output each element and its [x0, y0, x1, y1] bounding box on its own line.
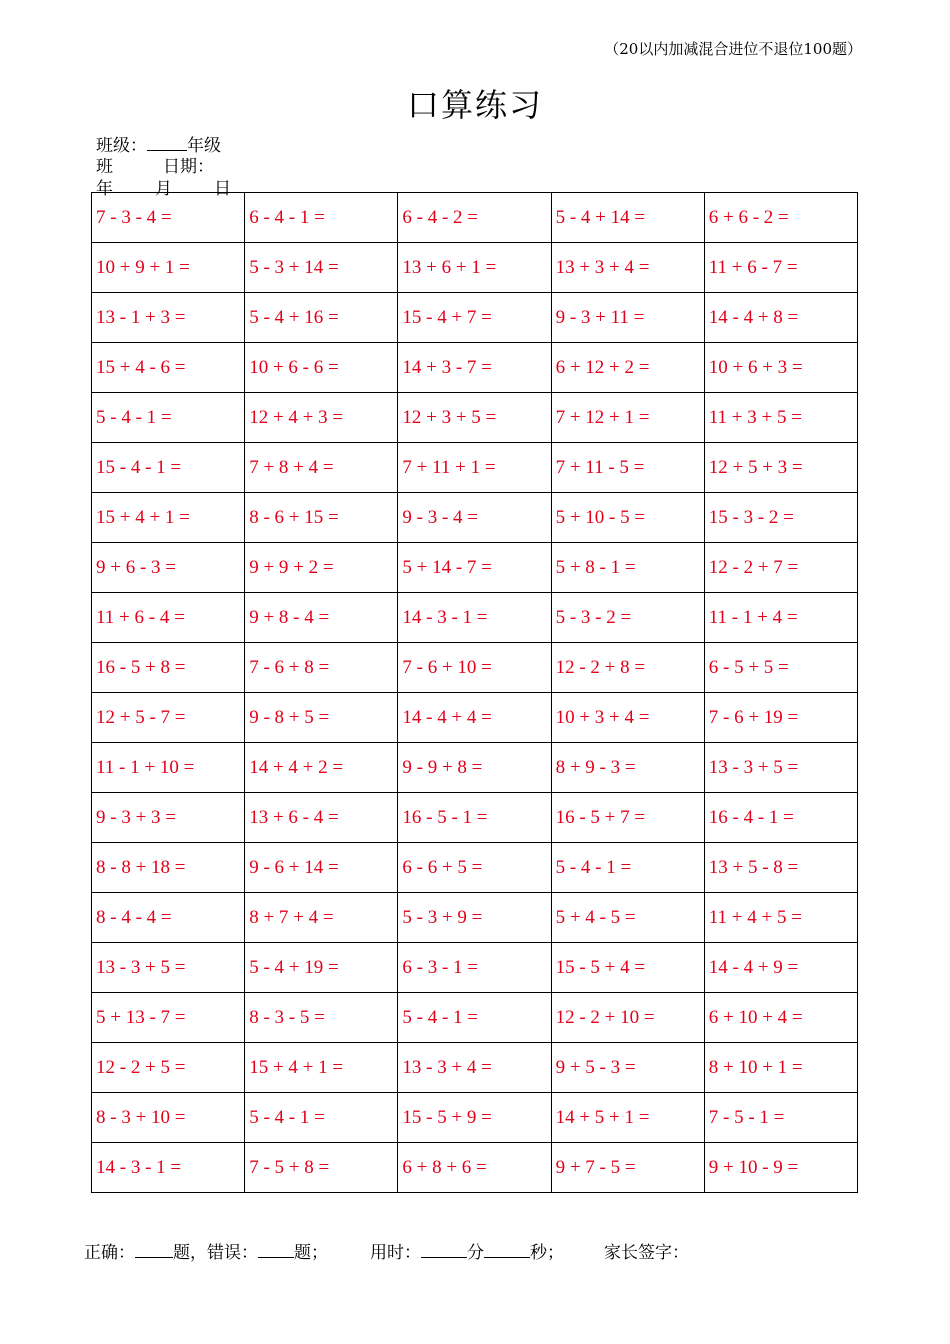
problem-cell: 5 + 8 - 1 = [551, 543, 704, 593]
problem-cell: 13 - 3 + 5 = [704, 743, 857, 793]
min-label: 分 [467, 1243, 484, 1263]
problem-cell: 15 + 4 - 6 = [92, 343, 245, 393]
problem-cell: 9 - 3 - 4 = [398, 493, 551, 543]
problem-cell: 5 - 3 - 2 = [551, 593, 704, 643]
problem-row [92, 193, 858, 243]
problem-cell: 6 + 6 - 2 = [704, 193, 857, 243]
ban-label: 班 [96, 157, 113, 177]
problem-row [92, 793, 858, 843]
problem-cell: 16 - 5 + 7 = [551, 793, 704, 843]
problem-cell: 9 + 6 - 3 = [92, 543, 245, 593]
correct-blank[interactable] [135, 1241, 173, 1258]
problem-cell: 15 + 4 + 1 = [245, 1043, 398, 1093]
problem-cell: 16 - 4 - 1 = [704, 793, 857, 843]
problem-cell: 13 - 3 + 4 = [398, 1043, 551, 1093]
year-label: 年 [96, 179, 113, 199]
problem-cell: 14 - 4 + 8 = [704, 293, 857, 343]
problem-cell: 5 + 10 - 5 = [551, 493, 704, 543]
grade-blank[interactable] [147, 134, 187, 151]
problem-cell: 5 + 13 - 7 = [92, 993, 245, 1043]
problem-row [92, 693, 858, 743]
problem-cell: 11 + 6 - 4 = [92, 593, 245, 643]
problem-cell: 13 - 3 + 5 = [92, 943, 245, 993]
problem-row [92, 1043, 858, 1093]
problem-row [92, 343, 858, 393]
problem-cell: 15 - 5 + 9 = [398, 1093, 551, 1143]
problem-cell: 11 - 1 + 10 = [92, 743, 245, 793]
problem-cell: 12 - 2 + 10 = [551, 993, 704, 1043]
problem-cell: 12 - 2 + 5 = [92, 1043, 245, 1093]
correct-label: 正确： [84, 1243, 135, 1263]
problem-cell: 15 - 3 - 2 = [704, 493, 857, 543]
class-label: 班级： [96, 136, 147, 156]
problem-cell: 7 + 8 + 4 = [245, 443, 398, 493]
problem-cell: 6 + 10 + 4 = [704, 993, 857, 1043]
problem-cell: 6 + 8 + 6 = [398, 1143, 551, 1193]
minutes-blank[interactable] [421, 1241, 467, 1258]
problem-cell: 6 - 4 - 2 = [398, 193, 551, 243]
problem-cell: 14 - 3 - 1 = [398, 593, 551, 643]
problem-row [92, 1093, 858, 1143]
problem-cell: 6 - 4 - 1 = [245, 193, 398, 243]
problem-cell: 10 + 9 + 1 = [92, 243, 245, 293]
problem-row [92, 593, 858, 643]
problem-cell: 12 + 5 + 3 = [704, 443, 857, 493]
problem-cell: 13 + 3 + 4 = [551, 243, 704, 293]
problem-cell: 5 + 14 - 7 = [398, 543, 551, 593]
footer [84, 1238, 689, 1263]
seconds-blank[interactable] [484, 1241, 530, 1258]
problem-row [92, 293, 858, 343]
problem-cell: 9 + 7 - 5 = [551, 1143, 704, 1193]
problem-cell: 14 + 3 - 7 = [398, 343, 551, 393]
problem-cell: 7 - 6 + 10 = [398, 643, 551, 693]
problem-cell: 5 + 4 - 5 = [551, 893, 704, 943]
sec-label: 秒； [530, 1243, 564, 1263]
grade-label: 年级 [187, 136, 221, 156]
problem-cell: 13 + 6 + 1 = [398, 243, 551, 293]
problem-cell: 5 - 4 + 19 = [245, 943, 398, 993]
problem-row [92, 743, 858, 793]
problem-row [92, 1143, 858, 1193]
problem-cell: 13 + 6 - 4 = [245, 793, 398, 843]
page-title: 口算练习 [406, 86, 543, 124]
problem-row [92, 443, 858, 493]
problem-cell: 14 + 5 + 1 = [551, 1093, 704, 1143]
problem-cell: 7 + 12 + 1 = [551, 393, 704, 443]
problem-row [92, 393, 858, 443]
problem-cell: 5 - 4 + 14 = [551, 193, 704, 243]
problem-cell: 8 - 3 + 10 = [92, 1093, 245, 1143]
problem-grid [91, 192, 858, 1193]
problem-cell: 15 - 4 - 1 = [92, 443, 245, 493]
problem-cell: 7 - 5 + 8 = [245, 1143, 398, 1193]
problem-cell: 7 - 6 + 8 = [245, 643, 398, 693]
problem-cell: 16 - 5 - 1 = [398, 793, 551, 843]
problem-cell: 9 + 8 - 4 = [245, 593, 398, 643]
problem-cell: 6 + 12 + 2 = [551, 343, 704, 393]
problem-cell: 14 - 4 + 9 = [704, 943, 857, 993]
problem-cell: 5 - 3 + 14 = [245, 243, 398, 293]
problem-cell: 8 - 6 + 15 = [245, 493, 398, 543]
problem-cell: 5 - 4 - 1 = [398, 993, 551, 1043]
problem-cell: 5 - 4 - 1 = [245, 1093, 398, 1143]
problem-cell: 9 + 9 + 2 = [245, 543, 398, 593]
problem-cell: 8 - 4 - 4 = [92, 893, 245, 943]
problem-cell: 15 + 4 + 1 = [92, 493, 245, 543]
class-info-line [96, 134, 221, 157]
problem-cell: 8 - 8 + 18 = [92, 843, 245, 893]
problem-cell: 12 + 5 - 7 = [92, 693, 245, 743]
problem-cell: 8 + 10 + 1 = [704, 1043, 857, 1093]
problem-cell: 11 + 6 - 7 = [704, 243, 857, 293]
date-label: 日期： [163, 157, 214, 177]
problem-cell: 7 - 5 - 1 = [704, 1093, 857, 1143]
problem-cell: 12 + 3 + 5 = [398, 393, 551, 443]
problem-row [92, 993, 858, 1043]
problem-cell: 8 + 9 - 3 = [551, 743, 704, 793]
problem-cell: 10 + 6 - 6 = [245, 343, 398, 393]
problem-cell: 15 - 4 + 7 = [398, 293, 551, 343]
subtitle: （20以内加减混合进位不退位100题） [604, 40, 862, 58]
parent-signature-label: 家长签字： [604, 1243, 689, 1263]
problem-row [92, 493, 858, 543]
month-label: 月 [155, 179, 172, 199]
problem-row [92, 893, 858, 943]
problem-cell: 11 - 1 + 4 = [704, 593, 857, 643]
problem-cell: 14 - 3 - 1 = [92, 1143, 245, 1193]
problem-cell: 11 + 3 + 5 = [704, 393, 857, 443]
problem-cell: 6 - 5 + 5 = [704, 643, 857, 693]
problem-cell: 13 + 5 - 8 = [704, 843, 857, 893]
wrong-blank[interactable] [258, 1241, 294, 1258]
problem-cell: 15 - 5 + 4 = [551, 943, 704, 993]
ti-label-1: 题，错误： [173, 1243, 258, 1263]
problem-cell: 13 - 1 + 3 = [92, 293, 245, 343]
problem-cell: 9 - 9 + 8 = [398, 743, 551, 793]
problem-cell: 14 + 4 + 2 = [245, 743, 398, 793]
problem-cell: 8 + 7 + 4 = [245, 893, 398, 943]
problem-cell: 9 - 8 + 5 = [245, 693, 398, 743]
problem-cell: 7 - 6 + 19 = [704, 693, 857, 743]
problem-cell: 9 + 5 - 3 = [551, 1043, 704, 1093]
problem-cell: 5 - 4 - 1 = [551, 843, 704, 893]
problem-cell: 16 - 5 + 8 = [92, 643, 245, 693]
problem-cell: 12 - 2 + 8 = [551, 643, 704, 693]
problem-cell: 9 - 3 + 3 = [92, 793, 245, 843]
problem-cell: 12 + 4 + 3 = [245, 393, 398, 443]
problem-row [92, 243, 858, 293]
ti-label-2: 题； [294, 1243, 328, 1263]
problem-cell: 9 + 10 - 9 = [704, 1143, 857, 1193]
problem-cell: 5 - 3 + 9 = [398, 893, 551, 943]
problem-cell: 5 - 4 - 1 = [92, 393, 245, 443]
day-label: 日 [214, 179, 231, 199]
problem-cell: 9 - 6 + 14 = [245, 843, 398, 893]
problem-row [92, 943, 858, 993]
problem-cell: 7 - 3 - 4 = [92, 193, 245, 243]
problem-cell: 7 + 11 - 5 = [551, 443, 704, 493]
problem-row [92, 543, 858, 593]
problem-row [92, 643, 858, 693]
date-info-line [96, 156, 214, 178]
problem-cell: 7 + 11 + 1 = [398, 443, 551, 493]
problem-cell: 8 - 3 - 5 = [245, 993, 398, 1043]
problem-cell: 12 - 2 + 7 = [704, 543, 857, 593]
problem-cell: 14 - 4 + 4 = [398, 693, 551, 743]
problem-cell: 11 + 4 + 5 = [704, 893, 857, 943]
problem-row [92, 843, 858, 893]
problem-cell: 5 - 4 + 16 = [245, 293, 398, 343]
problem-cell: 10 + 6 + 3 = [704, 343, 857, 393]
problem-cell: 9 - 3 + 11 = [551, 293, 704, 343]
time-label: 用时： [370, 1243, 421, 1263]
problem-cell: 6 - 3 - 1 = [398, 943, 551, 993]
problem-cell: 10 + 3 + 4 = [551, 693, 704, 743]
problem-cell: 6 - 6 + 5 = [398, 843, 551, 893]
